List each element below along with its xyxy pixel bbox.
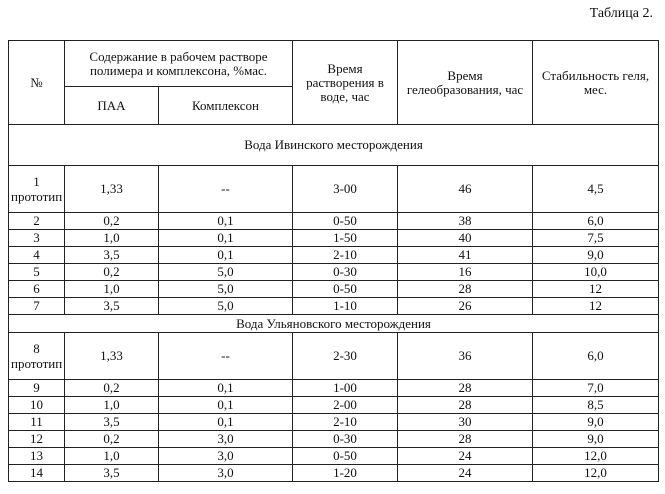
table-row <box>9 431 659 448</box>
table-row <box>9 333 659 380</box>
section-title: Вода Ивинского месторождения <box>9 125 659 166</box>
table-cell: 40 <box>398 230 533 247</box>
table-caption: Таблица 2. <box>590 6 653 22</box>
table-cell: 0-30 <box>293 431 398 448</box>
table-cell: 1,33 <box>65 333 159 380</box>
table-cell: 3,0 <box>159 465 293 482</box>
table-row <box>9 230 659 247</box>
table-cell: 3,5 <box>65 414 159 431</box>
table-cell: 5 <box>9 264 65 281</box>
table-cell: 10 <box>9 397 65 414</box>
table-cell: 9,0 <box>533 431 659 448</box>
table-cell: 2-00 <box>293 397 398 414</box>
section-title: Вода Ульяновского месторождения <box>9 315 659 333</box>
table-row <box>9 414 659 431</box>
table-cell: 1-50 <box>293 230 398 247</box>
table-cell: 30 <box>398 414 533 431</box>
header-complexon: Комплексон <box>159 87 293 125</box>
table-row <box>9 213 659 230</box>
table-cell: 11 <box>9 414 65 431</box>
table-cell: 9 <box>9 380 65 397</box>
header-content: Содержание в рабочем растворе полимера и комплексона, %мас. <box>65 41 293 87</box>
table-cell: -- <box>159 333 293 380</box>
section-row <box>9 125 659 166</box>
table-cell: 6,0 <box>533 213 659 230</box>
table-cell: 1-00 <box>293 380 398 397</box>
header-paa: ПАА <box>65 87 159 125</box>
table-cell: 1,33 <box>65 166 159 213</box>
table-cell: 9,0 <box>533 247 659 264</box>
table-cell: 3,5 <box>65 247 159 264</box>
table-row <box>9 281 659 298</box>
table-row <box>9 298 659 315</box>
table-cell: 28 <box>398 397 533 414</box>
table-row <box>9 380 659 397</box>
table-cell: 2 <box>9 213 65 230</box>
table-row <box>9 465 659 482</box>
table-cell: 0-50 <box>293 281 398 298</box>
table-cell: 5,0 <box>159 264 293 281</box>
table-cell: 3 <box>9 230 65 247</box>
table-cell: 13 <box>9 448 65 465</box>
table-row <box>9 166 659 213</box>
table-cell: 4 <box>9 247 65 264</box>
table-cell: 0,2 <box>65 213 159 230</box>
table-cell: 46 <box>398 166 533 213</box>
table-cell: 1-20 <box>293 465 398 482</box>
table-cell: 2-10 <box>293 414 398 431</box>
table-cell: 12 <box>533 298 659 315</box>
table-cell: 12 <box>9 431 65 448</box>
table-cell: 0,1 <box>159 230 293 247</box>
table-cell: 24 <box>398 465 533 482</box>
table-cell: 12,0 <box>533 465 659 482</box>
table-cell: 3,5 <box>65 298 159 315</box>
table-cell: 6 <box>9 281 65 298</box>
table-cell: 38 <box>398 213 533 230</box>
table-cell: 12 <box>533 281 659 298</box>
header-dissolve: Время растворения в воде, час <box>293 41 398 125</box>
table-cell: -- <box>159 166 293 213</box>
table-cell: 7,5 <box>533 230 659 247</box>
table-cell: 5,0 <box>159 281 293 298</box>
table-cell: 12,0 <box>533 448 659 465</box>
header-num: № <box>9 41 65 125</box>
table-cell: 0,1 <box>159 247 293 264</box>
header-gel-time: Время гелеобразования, час <box>398 41 533 125</box>
table-cell: 10,0 <box>533 264 659 281</box>
table-cell: 0,1 <box>159 213 293 230</box>
table-cell: 36 <box>398 333 533 380</box>
table-cell: 0-50 <box>293 448 398 465</box>
table-cell: 0,1 <box>159 380 293 397</box>
table-cell: 0,1 <box>159 397 293 414</box>
table-cell: 0-50 <box>293 213 398 230</box>
table-cell: 28 <box>398 380 533 397</box>
table-cell: 5,0 <box>159 298 293 315</box>
table-cell: 41 <box>398 247 533 264</box>
table-cell: 7 <box>9 298 65 315</box>
table-cell: 1-10 <box>293 298 398 315</box>
section-row <box>9 315 659 333</box>
table-cell: 1,0 <box>65 230 159 247</box>
table-cell: 0-30 <box>293 264 398 281</box>
data-table <box>8 40 659 482</box>
table-cell: 26 <box>398 298 533 315</box>
table-cell: 24 <box>398 448 533 465</box>
table-cell: 3,5 <box>65 465 159 482</box>
table-row <box>9 448 659 465</box>
table-cell: 6,0 <box>533 333 659 380</box>
table-cell: 28 <box>398 281 533 298</box>
table-cell: 28 <box>398 431 533 448</box>
header-stability: Стабильность геля, мес. <box>533 41 659 125</box>
table-cell: 0,2 <box>65 380 159 397</box>
table-cell: 14 <box>9 465 65 482</box>
table-cell: 3,0 <box>159 448 293 465</box>
table-cell: 16 <box>398 264 533 281</box>
table-cell: 3,0 <box>159 431 293 448</box>
table-cell: 0,1 <box>159 414 293 431</box>
table-cell: 7,0 <box>533 380 659 397</box>
table-cell: 0,2 <box>65 431 159 448</box>
table-row <box>9 247 659 264</box>
table-cell: 4,5 <box>533 166 659 213</box>
table-cell: 8 прототип <box>9 333 65 380</box>
table-cell: 8,5 <box>533 397 659 414</box>
table-cell: 0,2 <box>65 264 159 281</box>
table-cell: 2-10 <box>293 247 398 264</box>
table-cell: 3-00 <box>293 166 398 213</box>
table-cell: 9,0 <box>533 414 659 431</box>
table-cell: 1,0 <box>65 281 159 298</box>
table-cell: 1 прототип <box>9 166 65 213</box>
table-cell: 2-30 <box>293 333 398 380</box>
table-row <box>9 397 659 414</box>
table-row <box>9 264 659 281</box>
table-cell: 1,0 <box>65 448 159 465</box>
table-cell: 1,0 <box>65 397 159 414</box>
